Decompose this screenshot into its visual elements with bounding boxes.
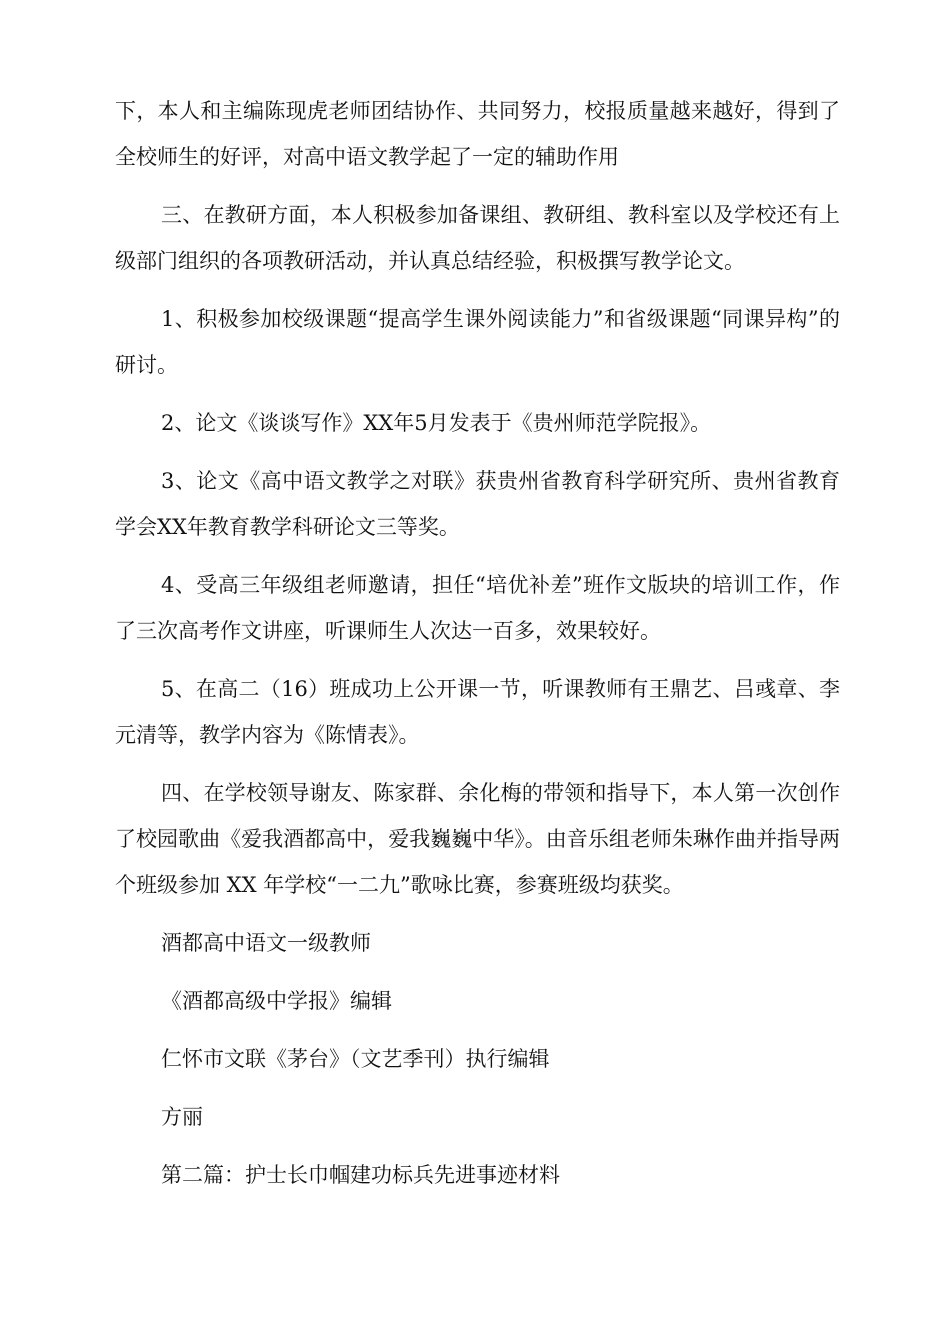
paragraph-item-5: 5、在高二（16）班成功上公开课一节，听课教师有王鼎艺、吕彧章、李元清等，教学内容为《陈情表》。 xyxy=(115,677,840,747)
next-article-heading: 第二篇：护士长巾帼建功标兵先进事迹材料 xyxy=(161,1163,560,1187)
paragraph-item-3: 3、论文《高中语文教学之对联》获贵州省教育科学研究所、贵州省教育学会XX年教育教学科研论文三等奖。 xyxy=(115,469,840,539)
paragraph-section-4: 四、在学校领导谢友、陈家群、余化梅的带领和指导下，本人第一次创作了校园歌曲《爱我酒都高中，爱我巍巍中华》。由音乐组老师朱琳作曲并指导两个班级参加 XX 年学校“一二九”歌咏比赛，参赛班级均获奖。 xyxy=(115,781,840,897)
paragraph-item-1: 1、积极参加校级课题“提高学生课外阅读能力”和省级课题“同课异构”的研讨。 xyxy=(115,307,840,377)
paragraph-item-2: 2、论文《谈谈写作》XX年5月发表于《贵州师范学院报》。 xyxy=(161,411,712,435)
paragraph-section-3: 三、在教研方面，本人积极参加备课组、教研组、教科室以及学校还有上级部门组织的各项教研活动，并认真总结经验，积极撰写教学论文。 xyxy=(115,203,840,273)
paragraph-item-4: 4、受高三年级组老师邀请，担任“培优补差”班作文版块的培训工作，作了三次高考作文讲座，听课师生人次达一百多，效果较好。 xyxy=(115,573,840,643)
signature-name: 方丽 xyxy=(161,1105,203,1129)
document-page xyxy=(115,88,840,1210)
signature-title: 酒都高中语文一级教师 xyxy=(161,931,371,955)
paragraph-continuation: 下，本人和主编陈现虎老师团结协作、共同努力，校报质量越来越好，得到了全校师生的好评，对高中语文教学起了一定的辅助作用 xyxy=(115,99,840,169)
signature-role-executive-editor: 仁怀市文联《茅台》（文艺季刊）执行编辑 xyxy=(161,1047,550,1071)
signature-role-editor: 《酒都高级中学报》编辑 xyxy=(161,989,392,1013)
